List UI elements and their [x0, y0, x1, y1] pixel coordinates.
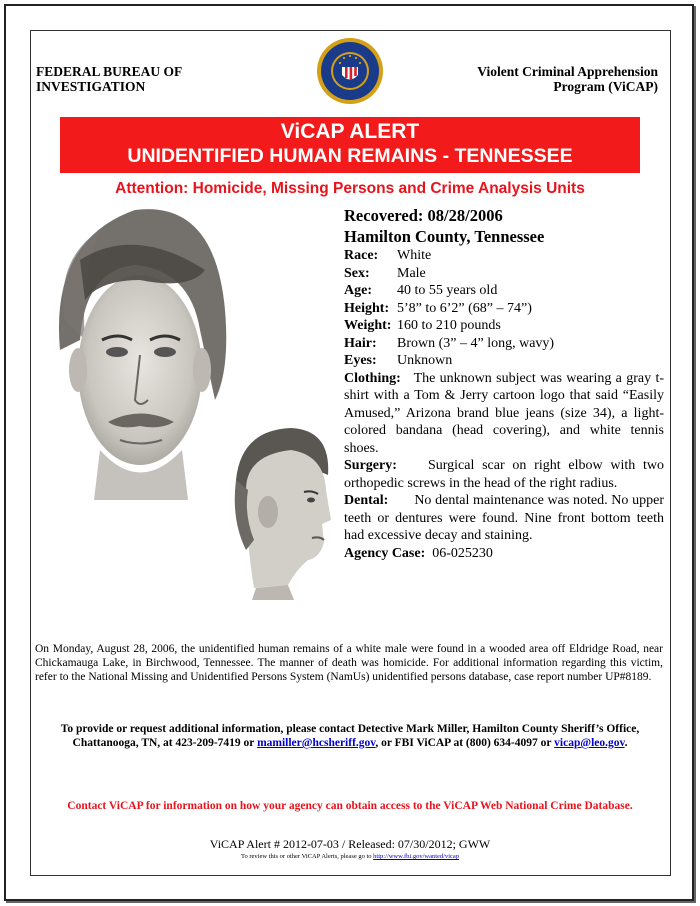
- field-value: Male: [397, 265, 426, 281]
- contact-info: [60, 722, 640, 750]
- field-hair: [344, 335, 664, 353]
- field-race: [344, 247, 664, 265]
- contact-text-1: To provide or request additional information, please contact Detective Mark Miller, Hamilton County Sheriff’s Office, Chattanooga, TN, at 423-209-7419 or: [60, 723, 640, 749]
- contact-text-3: .: [624, 737, 628, 749]
- program-line-2: Program (ViCAP): [553, 79, 658, 94]
- agency-case: [344, 545, 664, 563]
- field-value: 40 to 55 years old: [397, 283, 498, 298]
- field-height: [344, 300, 664, 318]
- surgery-label: Surgery:: [344, 458, 397, 473]
- field-value: Unknown: [397, 353, 453, 368]
- detective-email-link[interactable]: mamiller@hcsheriff.gov: [257, 737, 376, 749]
- frontal-sketch-image: [40, 200, 236, 505]
- dental-description: [344, 492, 664, 545]
- program-name: [477, 64, 658, 94]
- field-value: 5’8” to 6’2” (68” – 74”): [397, 300, 532, 316]
- case-narrative: On Monday, August 28, 2006, the unidentified human remains of a white male were found in a wooded area off Eldridge Road, near Chickamauga Lake, in Birchwood, Tennessee. The manner of death was homicide. For additional information regarding this victim, refer to the National Missing and Unidentified Persons System (NamUs) unidentified persons database, case report number UP#8189.: [35, 643, 663, 683]
- field-value: 160 to 210 pounds: [397, 318, 501, 333]
- recovered-date: Recovered: 08/28/2006: [344, 206, 503, 225]
- clothing-text: The unknown subject was wearing a gray t-shirt with a Tom & Jerry cartoon logo that said “Easily Amused,” Arizona brand blue jeans (size 34), a light-colored bandana (head covering), and white tennis shoes.: [344, 370, 664, 456]
- access-note: Contact ViCAP for information on how your agency can obtain access to the ViCAP Web National Crime Database.: [67, 800, 633, 812]
- program-line-1: Violent Criminal Apprehension: [477, 64, 658, 79]
- clothing-description: [344, 370, 664, 458]
- field-value: White: [397, 248, 432, 263]
- contact-text-2: , or FBI ViCAP at (800) 634-4097 or: [375, 737, 555, 749]
- alert-title: ViCAP ALERT: [280, 120, 420, 143]
- field-label: Hair:: [344, 335, 377, 351]
- field-sex: [344, 265, 664, 283]
- field-label: Weight:: [344, 318, 392, 333]
- review-text: To review this or other ViCAP Alerts, please go to: [240, 853, 374, 860]
- field-label: Sex:: [344, 265, 370, 281]
- field-label: Eyes:: [344, 353, 377, 368]
- review-line: [0, 853, 700, 860]
- clothing-label: Clothing:: [344, 370, 401, 386]
- field-label: Race:: [344, 248, 379, 263]
- agency-name: [36, 64, 182, 94]
- fbi-seal-icon: [316, 37, 384, 105]
- agency-line-2: INVESTIGATION: [36, 79, 146, 94]
- field-weight: [344, 317, 664, 335]
- victim-details: [344, 247, 664, 562]
- field-eyes: [344, 352, 664, 370]
- alert-banner: [60, 117, 640, 173]
- vicap-email-link[interactable]: vicap@leo.gov: [554, 737, 625, 749]
- release-info: ViCAP Alert # 2012-07-03 / Released: 07/30/2012; GWW: [209, 837, 491, 851]
- field-label: Height:: [344, 300, 390, 316]
- dental-label: Dental:: [344, 493, 389, 508]
- surgery-text: Surgical scar on right elbow with two orthopedic screws in the head of the right radius.: [344, 458, 664, 491]
- alert-subtitle: UNIDENTIFIED HUMAN REMAINS - TENNESSEE: [127, 145, 573, 167]
- recovery-location: Hamilton County, Tennessee: [344, 227, 545, 246]
- dental-text: No dental maintenance was noted. No upper teeth or dentures were found. Nine front bottom teeth had excessive decay and staining.: [344, 493, 664, 543]
- profile-sketch-image: [216, 420, 340, 600]
- field-value: Brown (3” – 4” long, wavy): [397, 335, 555, 351]
- attention-line: Attention: Homicide, Missing Persons and Crime Analysis Units: [115, 180, 585, 197]
- field-label: Age:: [344, 283, 372, 298]
- agency-line-1: FEDERAL BUREAU OF: [36, 64, 183, 79]
- vicap-website-link[interactable]: http://www.fbi.gov/wanted/vicap: [373, 853, 460, 860]
- surgery-description: [344, 457, 664, 492]
- agency-case-label: Agency Case:: [344, 545, 426, 561]
- field-age: [344, 282, 664, 300]
- agency-case-number: 06-025230: [432, 545, 493, 561]
